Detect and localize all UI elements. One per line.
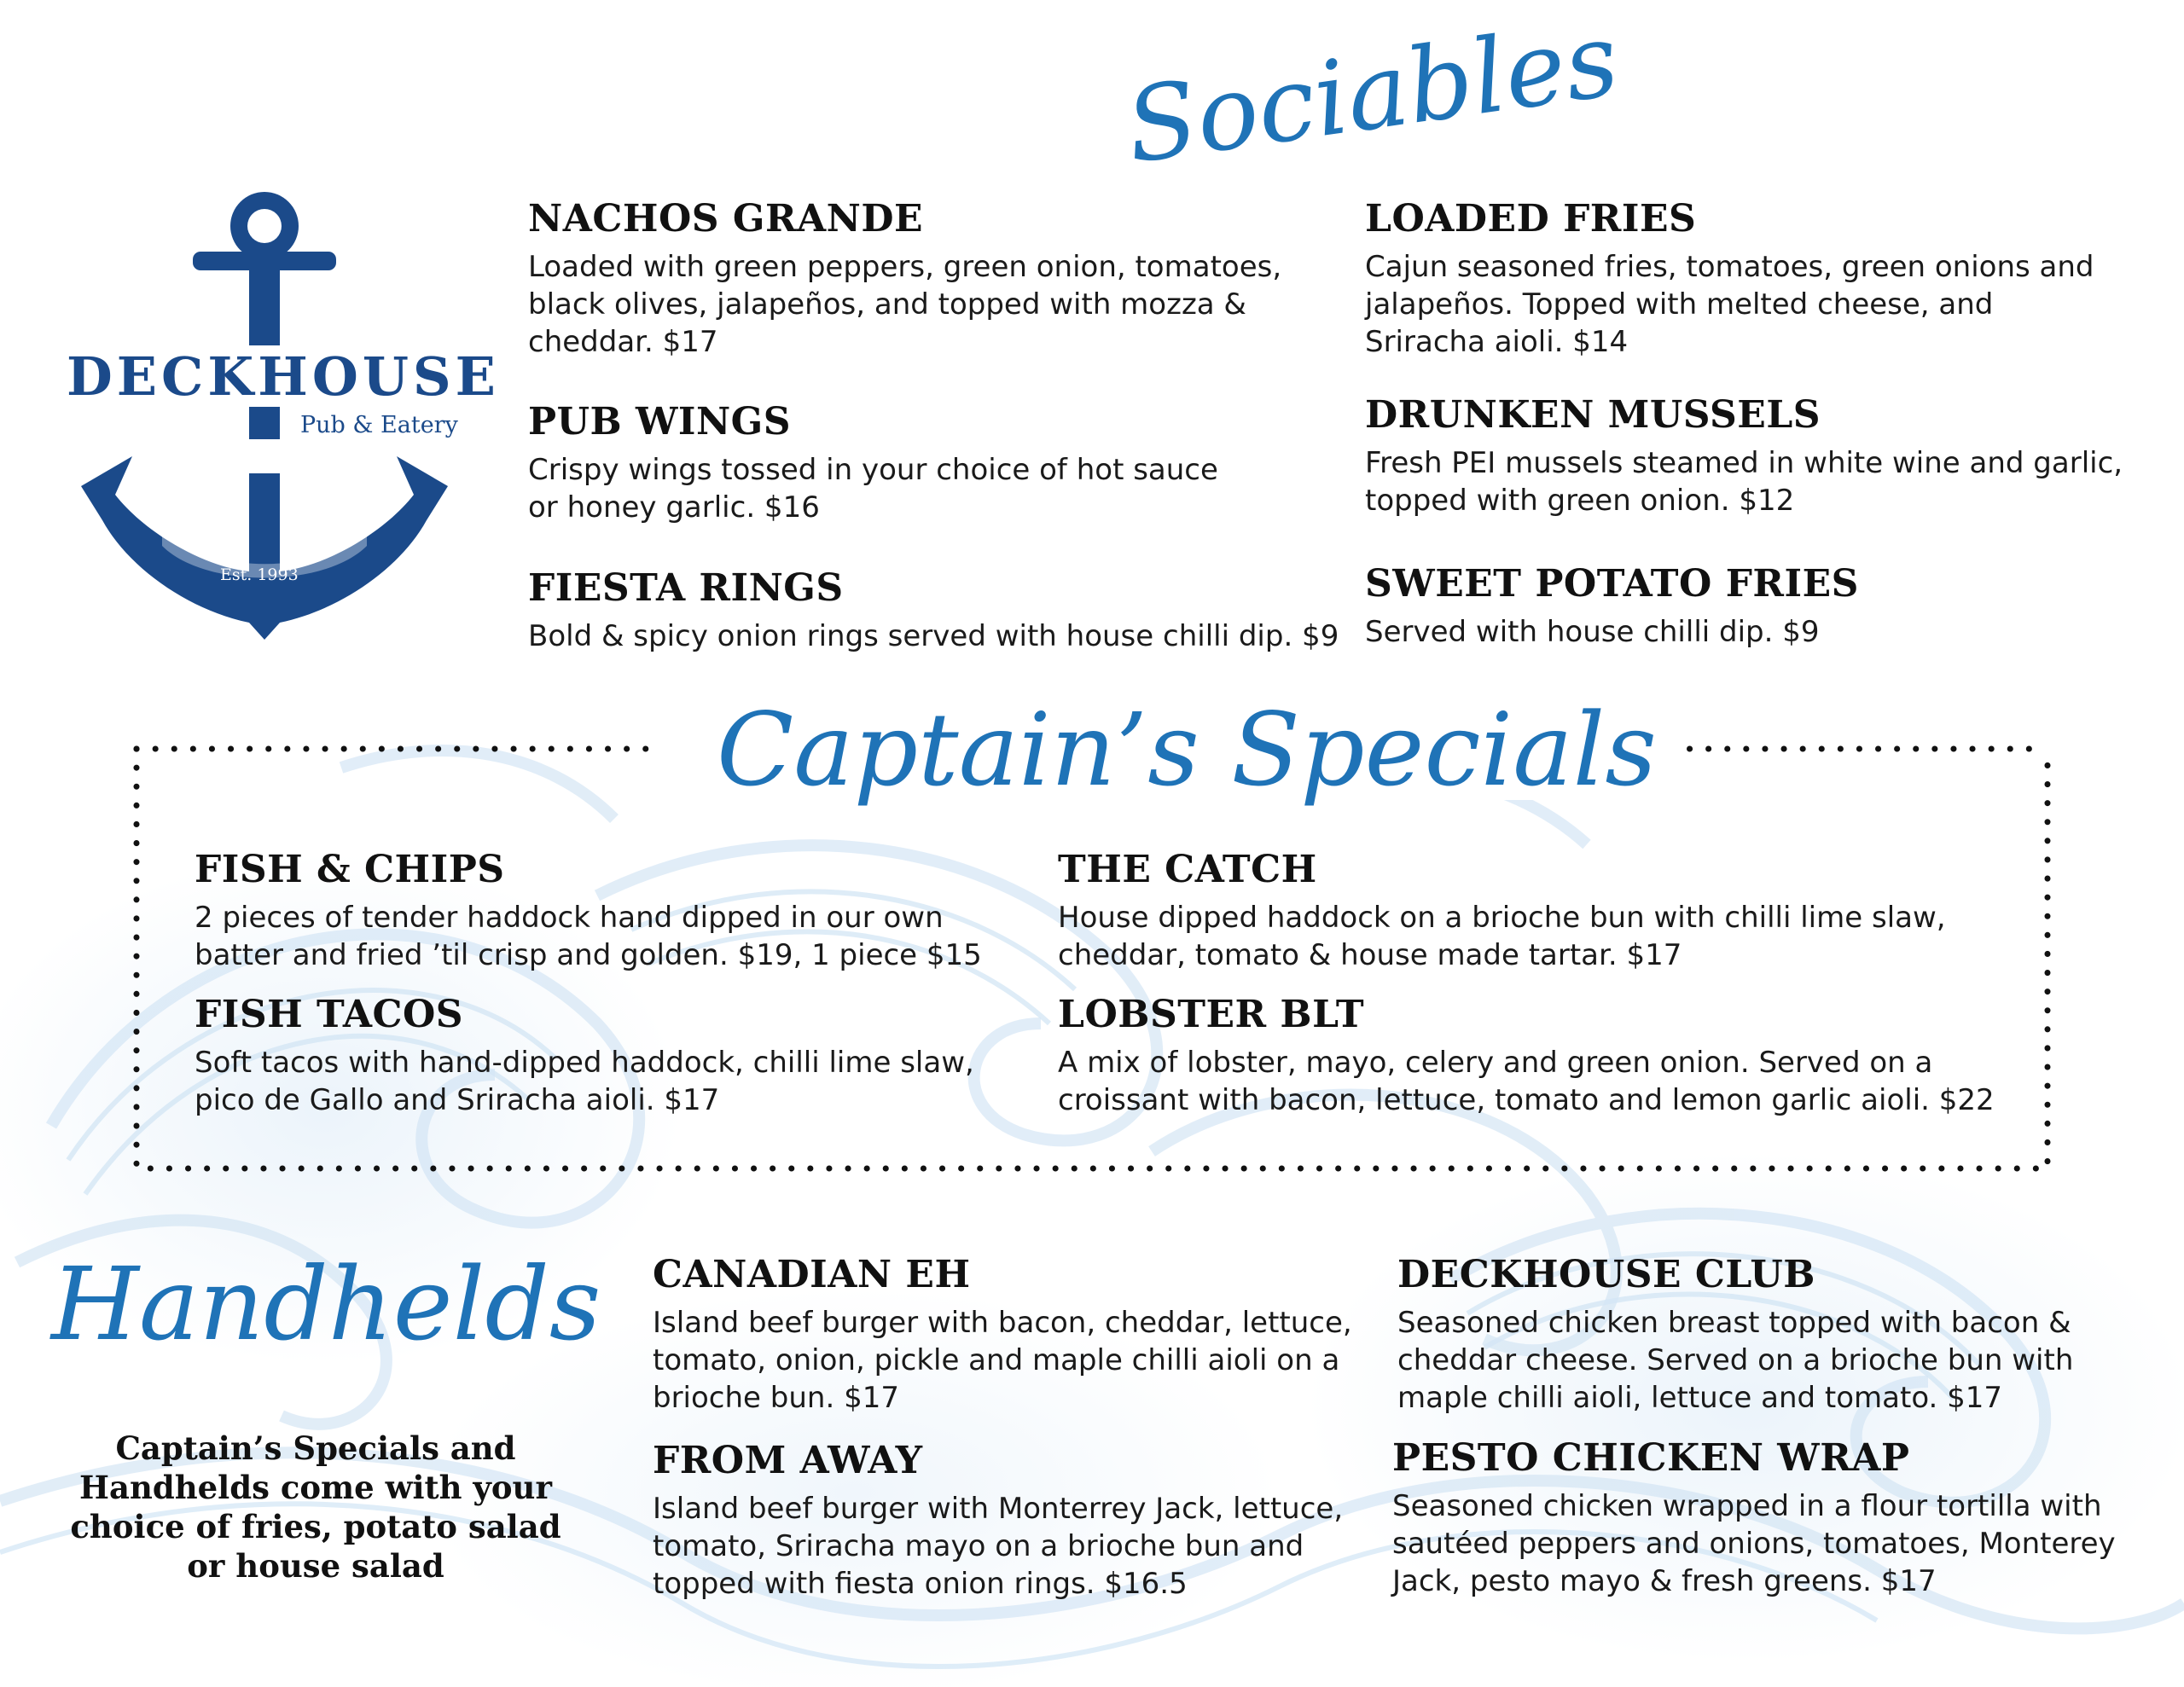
- heading-handhelds: Handhelds: [51, 1245, 601, 1363]
- heading-sociables: Sociables: [1118, 0, 1625, 187]
- menu-item: [195, 849, 988, 974]
- item-name: FISH TACOS: [195, 993, 464, 1036]
- item-name: DECKHOUSE CLUB: [1397, 1253, 1815, 1296]
- item-description: Island beef burger with bacon, cheddar, lettuce, tomato, onion, pickle and maple chilli aioli on a brioche bun. $17: [653, 1305, 1352, 1415]
- menu-item: [1058, 849, 2013, 974]
- item-name: SWEET POTATO FRIES: [1365, 562, 1859, 606]
- deckhouse-logo: [51, 183, 500, 644]
- item-description: 2 pieces of tender haddock hand dipped in our own batter and fried ’til crisp and golden. $19, 1 piece $15: [195, 900, 982, 972]
- item-description: Soft tacos with hand-dipped haddock, chilli lime slaw, pico de Gallo and Sriracha aioli. $17: [195, 1045, 974, 1117]
- menu-item: [1365, 563, 2133, 651]
- menu-item: [1392, 1437, 2152, 1600]
- item-description: Loaded with green peppers, green onion, tomatoes, black olives, jalapeños, and topped with mozza & cheddar. $17: [528, 249, 1282, 359]
- item-description: Island beef burger with Monterrey Jack, lettuce, tomato, Sriracha mayo on a brioche bun and topped with fiesta onion rings. $16.5: [653, 1491, 1344, 1601]
- menu-item: [653, 1440, 1369, 1603]
- item-name: LOADED FRIES: [1365, 197, 1697, 241]
- menu-item: [528, 401, 1228, 526]
- item-description: A mix of lobster, mayo, celery and green onion. Served on a croissant with bacon, lettuce, tomato and lemon garlic aioli. $22: [1058, 1045, 1995, 1117]
- menu-item: [528, 567, 1364, 655]
- item-description: Crispy wings tossed in your choice of hot sauce or honey garlic. $16: [528, 452, 1218, 525]
- item-description: Fresh PEI mussels steamed in white wine and garlic, topped with green onion. $12: [1365, 445, 2123, 518]
- item-name: FISH & CHIPS: [195, 848, 505, 891]
- item-name: CANADIAN EH: [653, 1253, 971, 1296]
- menu-item: [653, 1254, 1369, 1417]
- item-name: DRUNKEN MUSSELS: [1365, 393, 1821, 437]
- menu-item: [1397, 1254, 2131, 1417]
- menu-item: [528, 198, 1313, 361]
- brand-name: DECKHOUSE: [67, 345, 500, 408]
- item-name: FROM AWAY: [653, 1439, 923, 1482]
- item-name: NACHOS GRANDE: [528, 197, 924, 241]
- brand-subtitle: Pub & Eatery: [295, 412, 463, 438]
- item-name: PUB WINGS: [528, 400, 792, 443]
- item-description: Served with house chilli dip. $9: [1365, 614, 1820, 649]
- item-name: THE CATCH: [1058, 848, 1317, 891]
- menu-item: [1058, 994, 2030, 1119]
- item-description: House dipped haddock on a brioche bun with chilli lime slaw, cheddar, tomato & house made tartar. $17: [1058, 900, 1946, 972]
- item-description: Bold & spicy onion rings served with house chilli dip. $9: [528, 618, 1339, 653]
- menu-item: [1365, 394, 2167, 519]
- item-name: FIESTA RINGS: [528, 566, 844, 610]
- sides-note: Captain’s Specials and Handhelds come with your choice of fries, potato salad or house salad: [70, 1429, 561, 1585]
- item-name: PESTO CHICKEN WRAP: [1392, 1436, 1910, 1480]
- item-name: LOBSTER BLT: [1058, 993, 1365, 1036]
- item-description: Seasoned chicken wrapped in a flour tortilla with sautéed peppers and onions, tomatoes, Monterey Jack, pesto mayo & fresh greens. $17: [1392, 1488, 2116, 1598]
- menu-item: [1365, 198, 2099, 361]
- menu-item: [195, 994, 988, 1119]
- brand-established: Est. 1993: [220, 565, 299, 584]
- heading-captains-specials: Captain’s Specials: [700, 699, 1674, 800]
- item-description: Cajun seasoned fries, tomatoes, green onions and jalapeños. Topped with melted cheese, and Sriracha aioli. $14: [1365, 249, 2094, 359]
- item-description: Seasoned chicken breast topped with bacon & cheddar cheese. Served on a brioche bun with maple chilli aioli, lettuce and tomato. $17: [1397, 1305, 2074, 1415]
